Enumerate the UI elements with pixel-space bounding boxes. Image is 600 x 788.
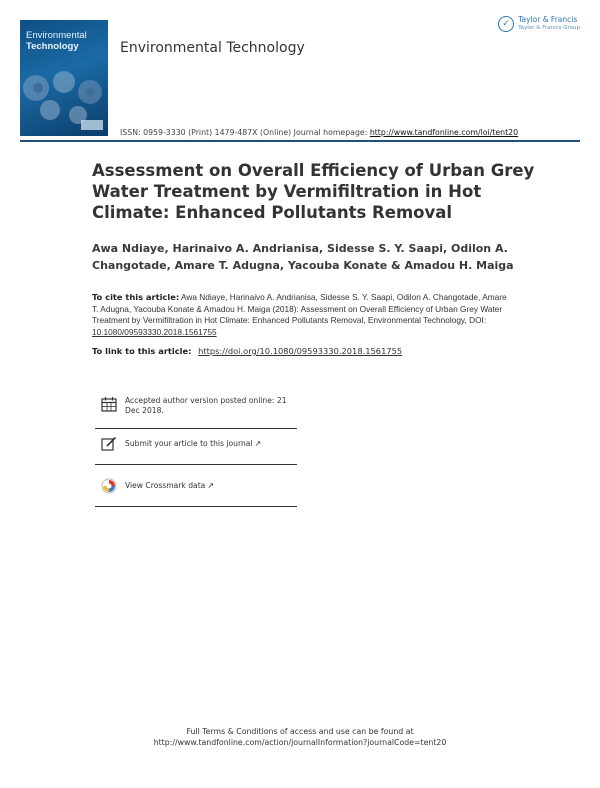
accepted-row [95, 388, 297, 429]
accepted-info [95, 388, 297, 429]
journal-name[interactable]: Environmental Technology [120, 40, 305, 56]
submit-info[interactable] [95, 428, 297, 465]
external-link-icon: ↗ [254, 439, 262, 448]
crossmark-row[interactable] [95, 470, 297, 507]
article-authors: Awa Ndiaye, Harinaivo A. Andrianisa, Sidesse S. Y. Saapi, Odilon A. Changotade, Amare T. Adugna, Yacouba Konate & Amadou H. Maiga [92, 242, 514, 272]
publisher-circle-icon: ✓ [498, 16, 514, 32]
crossmark-icon [101, 478, 117, 494]
citation-doi-link[interactable]: 10.1080/09593330.2018.1561755 [92, 326, 217, 337]
article-doi-url[interactable]: https://doi.org/10.1080/09593330.2018.1561755 [198, 346, 403, 356]
cover-title-line1: Environmental [26, 30, 87, 41]
citation-block [92, 292, 512, 338]
edit-icon [101, 436, 117, 452]
journal-cover-image [20, 20, 108, 136]
cover-title [26, 30, 87, 52]
cover-title-line2: Technology [26, 41, 79, 52]
article-link-line [92, 346, 402, 356]
header-divider [20, 140, 580, 142]
submit-link[interactable] [125, 439, 295, 449]
link-label: To link to this article: [92, 346, 192, 356]
crossmark-text: View Crossmark data [125, 481, 206, 490]
submit-row[interactable] [95, 428, 297, 465]
publisher-name [518, 16, 580, 32]
accepted-text: Accepted author version posted online: 21 Dec 2018. [125, 396, 287, 415]
crossmark-info[interactable] [95, 470, 297, 507]
publisher-logo[interactable] [498, 16, 580, 32]
citation-label: To cite this article: [92, 292, 180, 302]
crossmark-link[interactable] [125, 481, 295, 491]
external-link-icon: ↗ [207, 481, 215, 490]
calendar-icon [101, 396, 117, 412]
publisher-name-text: Taylor & Francis [518, 15, 578, 24]
issn-text: ISSN: 0959-3330 (Print) 1479-487X (Online) Journal homepage: [120, 128, 368, 137]
journal-homepage-link[interactable]: http://www.tandfonline.com/loi/tent20 [369, 128, 519, 137]
citation-text: Awa Ndiaye, Harinaivo A. Andrianisa, Sidesse S. Y. Saapi, Odilon A. Changotade, Amare T. Adugna, Yacouba Konate & Amadou H. Maiga (2018): Assessment on Overall Efficiency of Urban Grey Water Treatment by Vermifiltration in Hot Climate: Enhanced Pollutants Removal, Environmental Technology, DOI: [92, 292, 507, 325]
footer-line1: Full Terms & Conditions of access and use can be found at [186, 727, 414, 736]
article-title: Assessment on Overall Efficiency of Urban Grey Water Treatment by Vermifiltration in Hot Climate: Enhanced Pollutants Removal [92, 161, 535, 222]
issn-line [120, 128, 518, 137]
submit-text: Submit your article to this journal [125, 439, 253, 448]
footer-terms [0, 726, 600, 748]
cover-publisher-logo [81, 120, 103, 130]
footer-terms-link[interactable]: http://www.tandfonline.com/action/journalInformation?journalCode=tent20 [153, 738, 447, 747]
publisher-tagline: Taylor & Francis Group [518, 25, 580, 31]
